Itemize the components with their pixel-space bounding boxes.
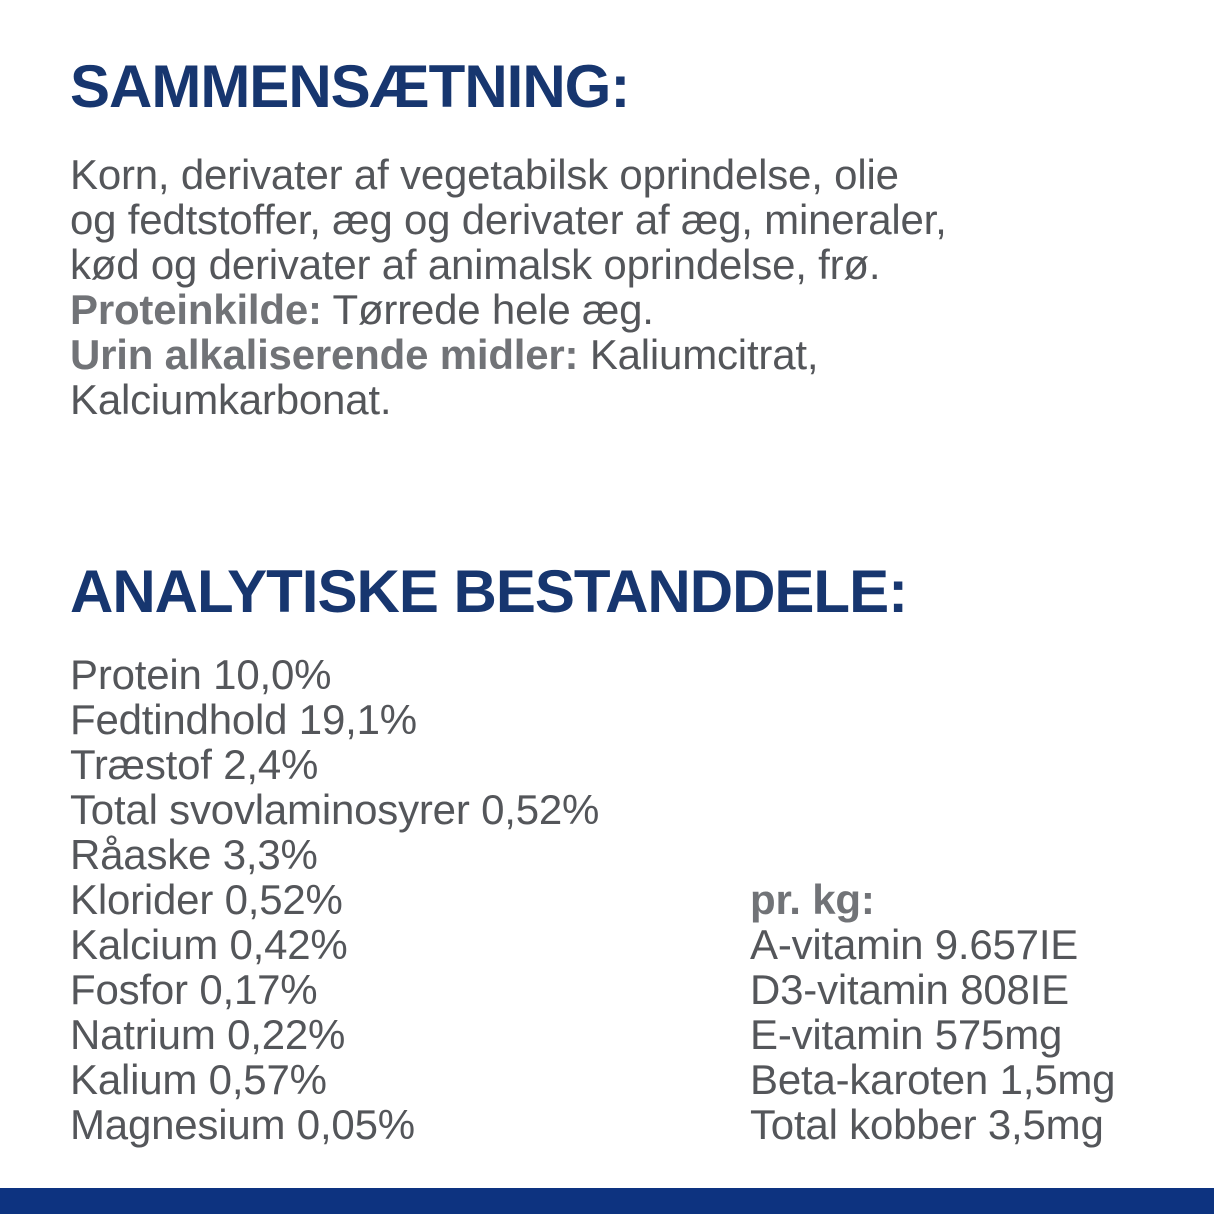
item-label: Træstof	[70, 741, 212, 788]
item-value: 3,5mg	[987, 1101, 1104, 1148]
item-value: 0,42%	[229, 921, 348, 968]
analytical-item	[70, 922, 730, 967]
analytical-item	[70, 697, 730, 742]
protein-source-value: Tørrede hele æg.	[332, 286, 654, 333]
composition-line: kød og derivater af animalsk oprindelse, frø.	[70, 241, 881, 288]
urine-alkalizers-value: Kaliumcitrat,	[589, 331, 819, 378]
item-value: 575mg	[934, 1011, 1063, 1058]
item-value: 0,52%	[224, 876, 343, 923]
protein-source-line	[70, 287, 1150, 332]
item-label: Klorider	[70, 876, 214, 923]
analytical-item	[70, 742, 730, 787]
per-kg-item	[750, 922, 1115, 967]
composition-paragraph	[70, 152, 1150, 422]
per-kg-item	[750, 1057, 1115, 1102]
item-value: 0,05%	[296, 1101, 415, 1148]
per-kg-item	[750, 1102, 1115, 1147]
analytical-item	[70, 1012, 730, 1057]
item-value: 1,5mg	[999, 1056, 1116, 1103]
item-value: 19,1%	[298, 696, 417, 743]
item-label: E-vitamin	[750, 1011, 924, 1058]
composition-line: og fedtstoffer, æg og derivater af æg, mineraler,	[70, 196, 947, 243]
per-kg-label: pr. kg:	[750, 876, 875, 923]
item-label: Råaske	[70, 831, 212, 878]
item-value: 10,0%	[213, 651, 332, 698]
item-value: 0,57%	[208, 1056, 327, 1103]
item-label: Protein	[70, 651, 202, 698]
analytical-item	[70, 652, 730, 697]
analytical-item	[70, 967, 730, 1012]
item-label: Natrium	[70, 1011, 216, 1058]
item-value: 3,3%	[222, 831, 318, 878]
item-value: 0,17%	[199, 966, 318, 1013]
item-label: Kalium	[70, 1056, 198, 1103]
composition-line: Korn, derivater af vegetabilsk oprindelse, olie	[70, 151, 899, 198]
per-kg-item	[750, 967, 1115, 1012]
analytical-item	[70, 832, 730, 877]
item-label: Total svovlaminosyrer	[70, 786, 470, 833]
analytical-title: ANALYTISKE BESTANDDELE:	[70, 558, 908, 625]
item-label: Fedtindhold	[70, 696, 288, 743]
item-label: Total kobber	[750, 1101, 977, 1148]
protein-source-label: Proteinkilde:	[70, 286, 322, 333]
item-label: Beta-karoten	[750, 1056, 989, 1103]
footer-bar	[0, 1188, 1214, 1214]
item-value: 0,52%	[481, 786, 600, 833]
item-value: 0,22%	[227, 1011, 346, 1058]
analytical-item	[70, 1102, 730, 1147]
urine-alkalizers-label: Urin alkaliserende midler:	[70, 331, 579, 378]
per-kg-column	[750, 877, 1115, 1147]
analytical-item	[70, 787, 730, 832]
item-label: Fosfor	[70, 966, 188, 1013]
item-value: 808IE	[960, 966, 1069, 1013]
item-value: 9.657IE	[934, 921, 1079, 968]
item-label: A-vitamin	[750, 921, 924, 968]
composition-title: SAMMENSÆTNING:	[70, 53, 630, 120]
urine-alkalizers-line	[70, 332, 1150, 377]
per-kg-item	[750, 1012, 1115, 1057]
item-label: Magnesium	[70, 1101, 286, 1148]
item-label: D3-vitamin	[750, 966, 949, 1013]
analytical-item	[70, 877, 730, 922]
analytical-list	[70, 652, 730, 1147]
item-value: 2,4%	[223, 741, 319, 788]
analytical-item	[70, 1057, 730, 1102]
urine-alkalizers-continued: Kalciumkarbonat.	[70, 376, 392, 423]
item-label: Kalcium	[70, 921, 218, 968]
